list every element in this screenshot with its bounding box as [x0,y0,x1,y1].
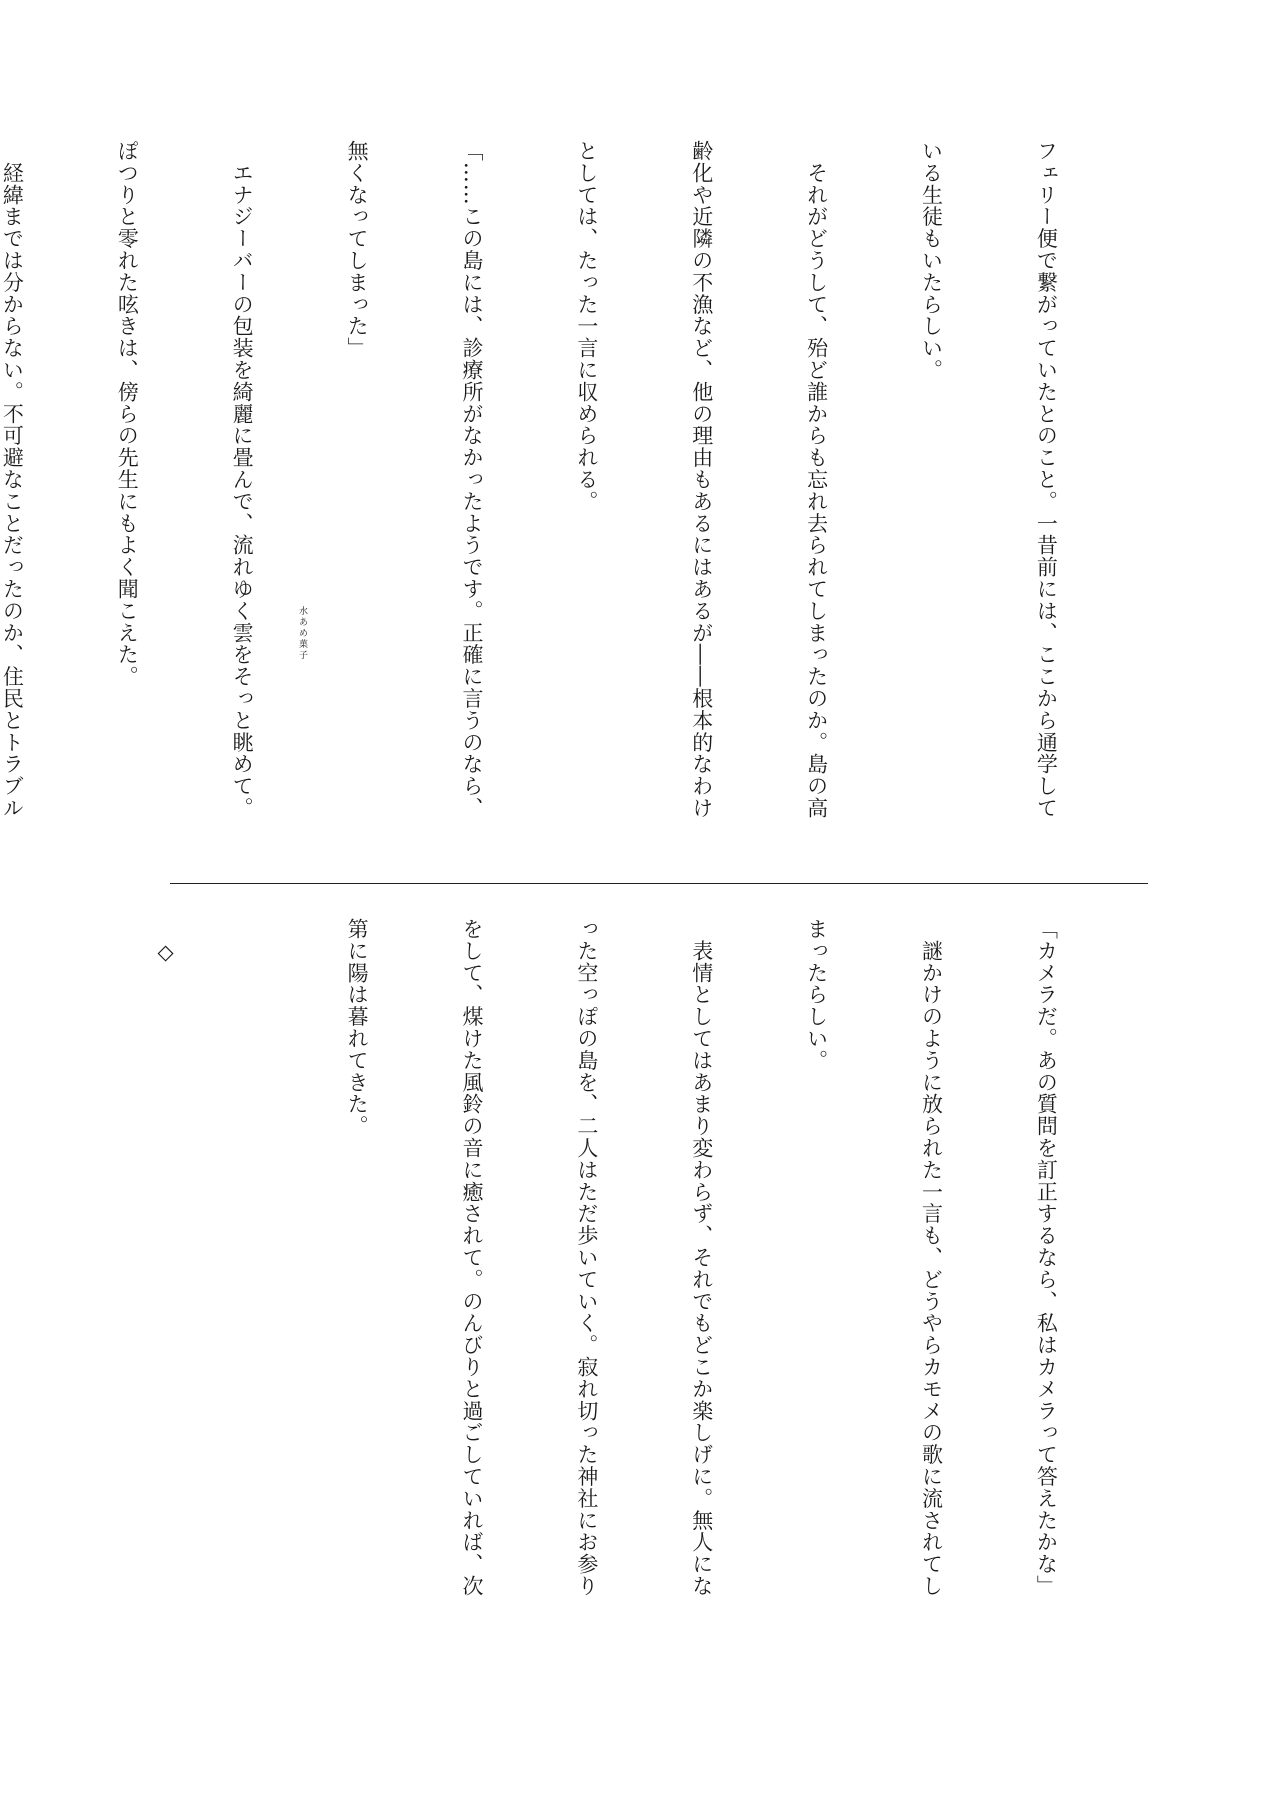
text-line: 「……この島には、診療所がなかったようです。正確に言うのなら、 [459,140,484,819]
text-line: 無くなってしまった」 [345,140,370,359]
text-line: った空っぽの島を、二人はただ歩いていく。寂れ切った神社にお参り [574,918,599,1597]
text-line: としては、たった一言に収められる。 [574,140,599,513]
scene-break-diamond: ◇ [153,918,178,965]
text-line: 第に陽は暮れてきた。 [345,918,370,1137]
text-line: 「カメラだ。あの質問を訂正するなら、私はカメラって答えたかな」 [1034,918,1059,1597]
lower-text-block [153,918,1142,1678]
text-line: ぽつりと零れた呟きは、傍らの先生にもよく聞こえた。 [115,140,140,688]
text-line: 表情としてはあまり変わらず、それでもどこか楽しげに。無人にな [689,918,714,1597]
text-line: エナジーバーの包装を綺麗に畳んで、流れゆく雲をそっと眺めて。 [230,140,255,819]
text-line: いる生徒もいたらしい。 [919,140,944,381]
text-line: 齢化や近隣の不漁など、他の理由もあるにはあるが――根本的なわけ [689,140,714,819]
text-line: まったらしい。 [804,918,829,1072]
text-line: それがどうして、殆ど誰からも忘れ去られてしまったのか。島の高 [804,140,829,819]
text-line: 経緯までは分からない。不可避なことだったのか、住民とトラブル [0,140,25,819]
text-line: 謎かけのように放られた一言も、どうやらカモメの歌に流されてし [919,918,944,1597]
text-line: フェリー便で繋がっていたとのこと。一昔前には、ここから通学して [1034,140,1059,819]
section-divider [170,883,1148,884]
ruby-annotation: 水あめ菓子 [297,606,307,661]
upper-text-block [0,140,1142,856]
text-line: をして、煤けた風鈴の音に癒されて。のんびりと過ごしていれば、次 [459,918,484,1597]
